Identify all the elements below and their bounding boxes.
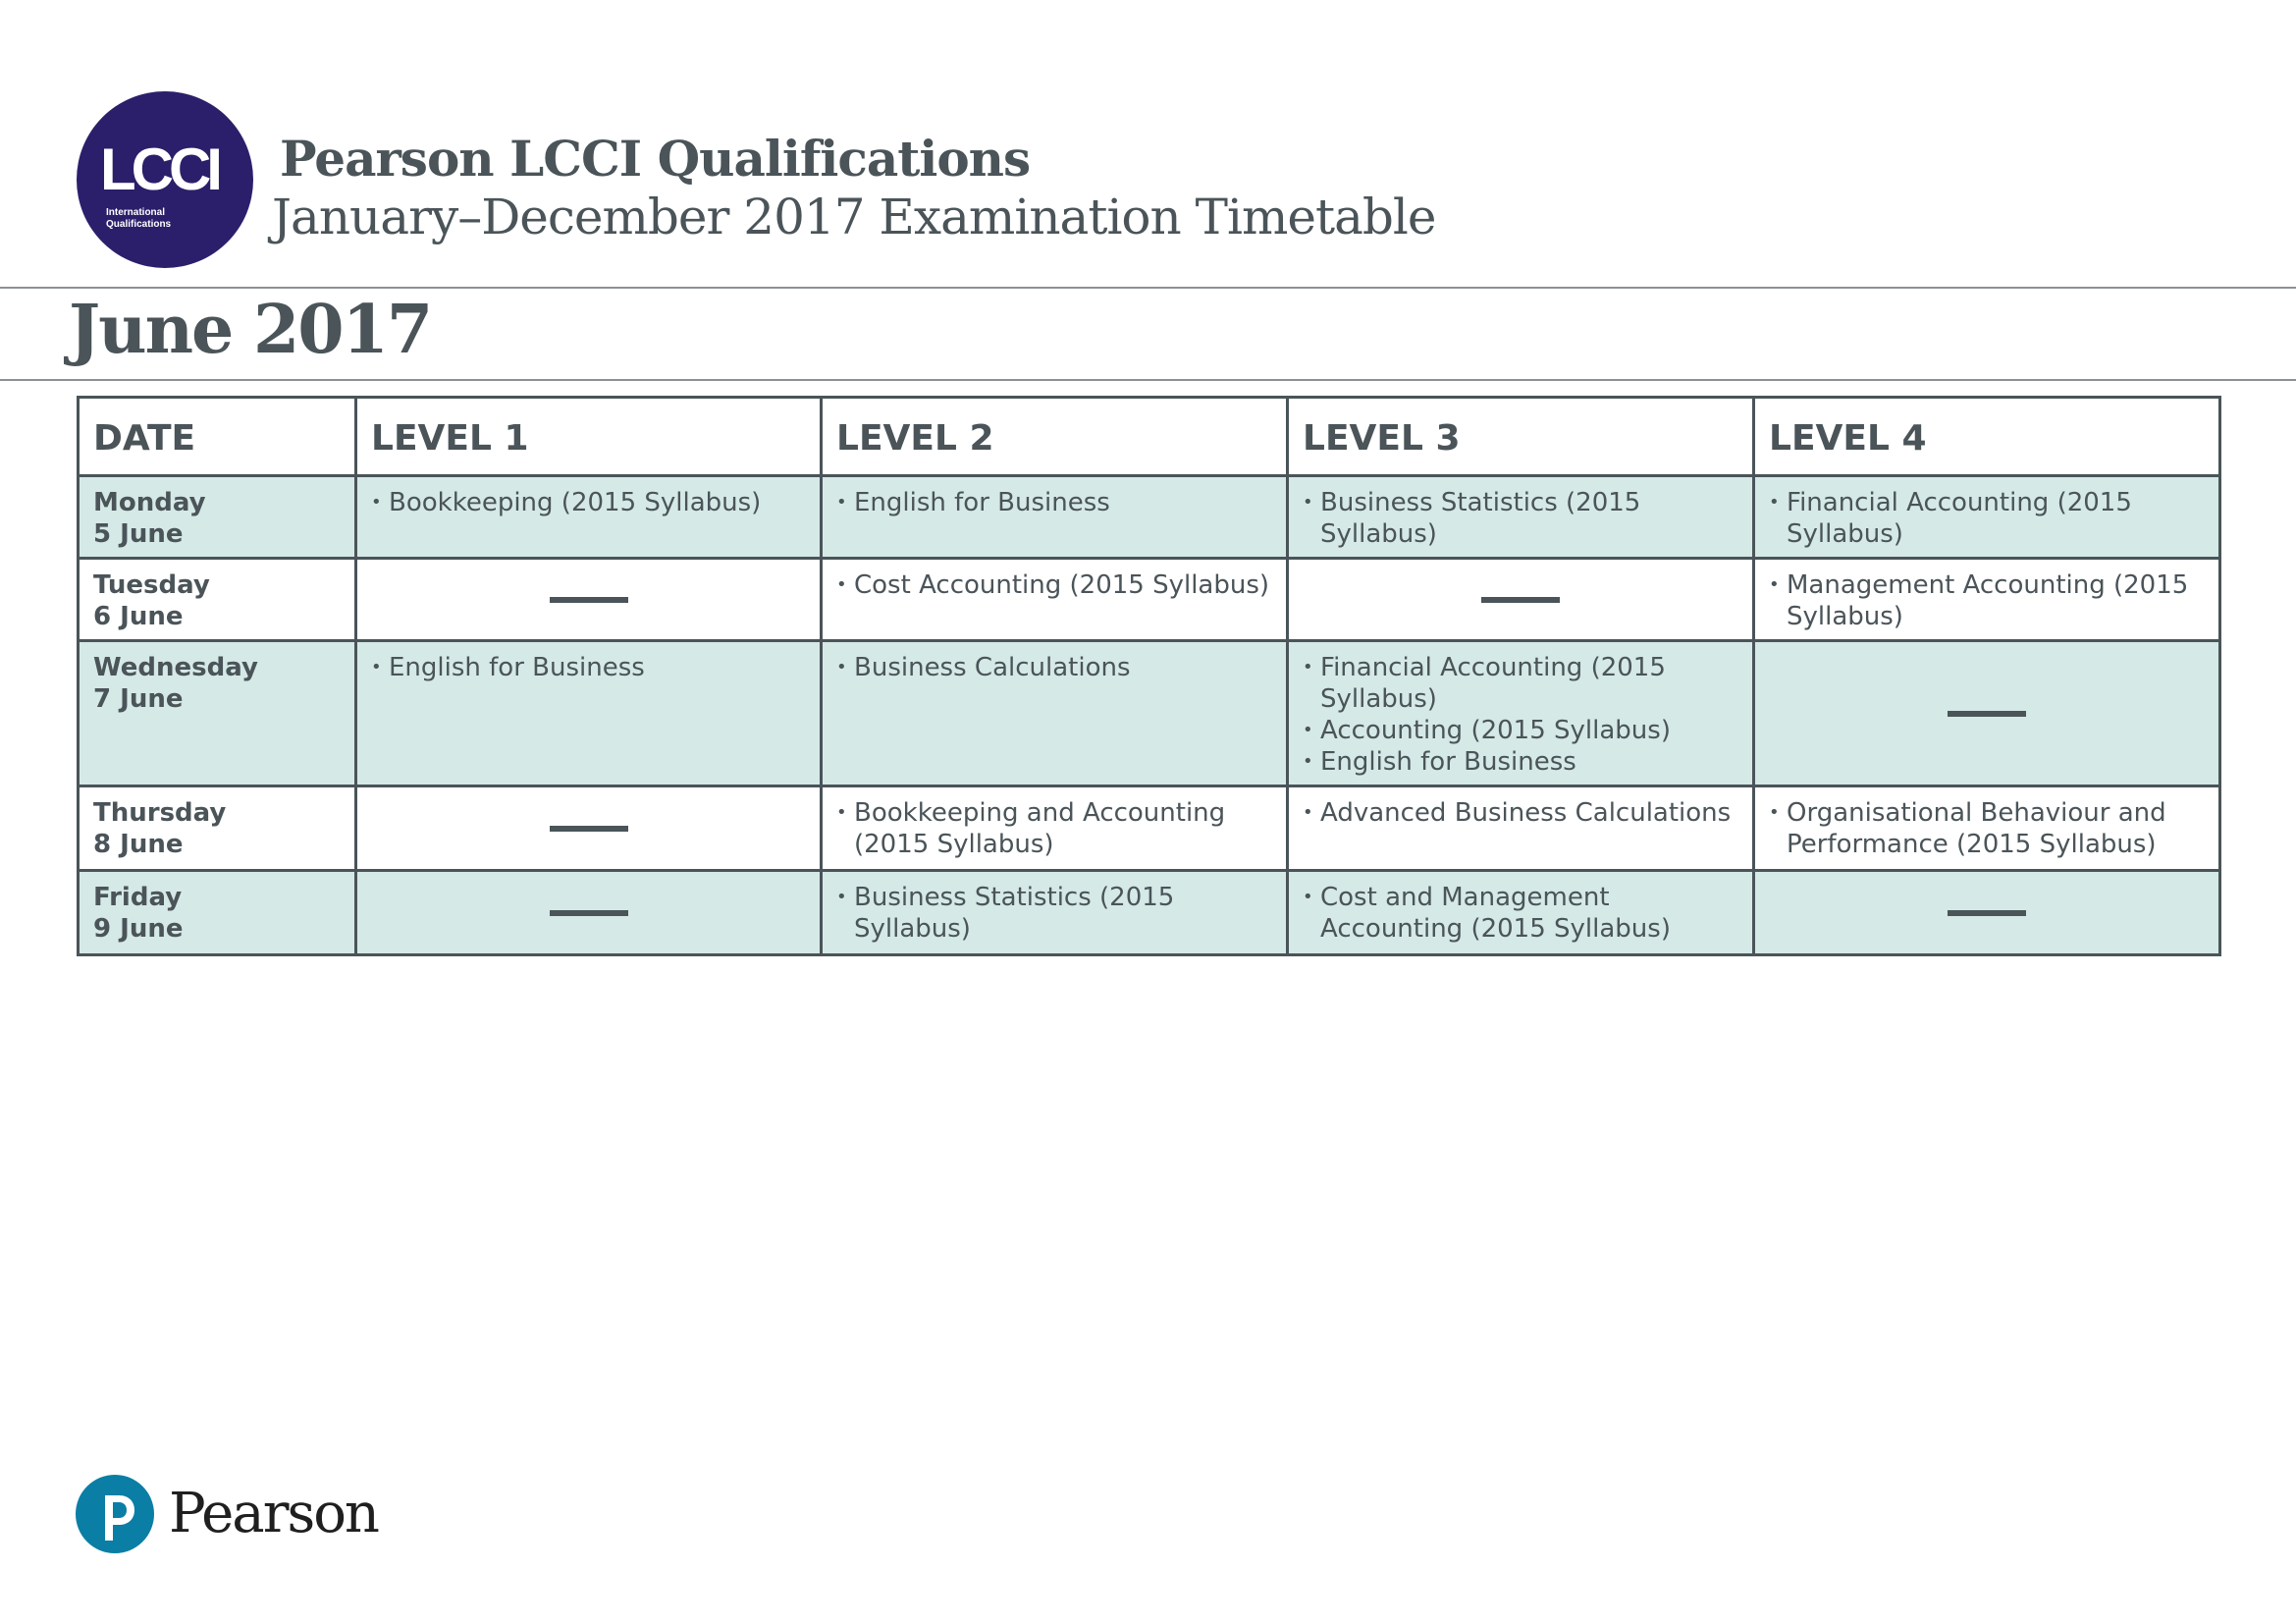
table-row [79, 476, 2220, 559]
column-header-level-4: LEVEL 4 [1754, 398, 2220, 476]
no-exam-dash [550, 597, 628, 603]
level-1-cell-empty [356, 559, 822, 641]
date-value: 8 June [93, 830, 184, 859]
level-2-cell [822, 641, 1288, 786]
month-title: June 2017 [69, 291, 432, 369]
column-header-level-3: LEVEL 3 [1288, 398, 1754, 476]
lcci-logo-subtitle: International Qualifications [106, 207, 172, 230]
no-exam-dash [1481, 597, 1560, 603]
level-1-cell [356, 641, 822, 786]
exam-item: • English for Business [1303, 746, 1738, 778]
exam-item: • Bookkeeping and Accounting (2015 Syllabus) [836, 797, 1272, 860]
level-2-cell [822, 476, 1288, 559]
day-name: Tuesday [93, 570, 210, 600]
day-name: Thursday [93, 798, 227, 828]
exam-item: • Accounting (2015 Syllabus) [1303, 715, 1738, 746]
date-cell [79, 641, 356, 786]
date-value: 9 June [93, 914, 184, 944]
date-cell [79, 476, 356, 559]
divider-bottom [0, 379, 2296, 381]
date-value: 7 June [93, 684, 184, 714]
level-4-cell-empty [1754, 871, 2220, 955]
no-exam-dash [1948, 910, 2026, 916]
table-row [79, 641, 2220, 786]
level-1-cell-empty [356, 786, 822, 871]
table-row [79, 786, 2220, 871]
level-4-cell-empty [1754, 641, 2220, 786]
column-header-level-2: LEVEL 2 [822, 398, 1288, 476]
exam-item: • English for Business [836, 487, 1272, 518]
exam-item: • Financial Accounting (2015 Syllabus) [1769, 487, 2205, 550]
pearson-p-icon [76, 1470, 154, 1558]
exam-item: • Cost Accounting (2015 Syllabus) [836, 569, 1272, 601]
table-row [79, 871, 2220, 955]
column-header-date: DATE [79, 398, 356, 476]
table-header-row [79, 398, 2220, 476]
level-2-cell [822, 559, 1288, 641]
level-3-cell [1288, 786, 1754, 871]
exam-item: • Advanced Business Calculations [1303, 797, 1738, 829]
exam-item: • Bookkeeping (2015 Syllabus) [371, 487, 806, 518]
exam-item: • Organisational Behaviour and Performance (2015 Syllabus) [1769, 797, 2205, 860]
level-3-cell-empty [1288, 559, 1754, 641]
level-3-cell [1288, 476, 1754, 559]
pearson-wordmark: Pearson [169, 1482, 378, 1545]
exam-item: • Business Calculations [836, 652, 1272, 683]
day-name: Friday [93, 883, 183, 912]
divider-top [0, 287, 2296, 289]
level-1-cell [356, 476, 822, 559]
day-name: Wednesday [93, 653, 258, 682]
level-4-cell [1754, 786, 2220, 871]
exam-item: • Cost and Management Accounting (2015 Syllabus) [1303, 882, 1738, 945]
date-value: 6 June [93, 602, 184, 631]
table-row [79, 559, 2220, 641]
no-exam-dash [1948, 711, 2026, 717]
date-cell [79, 786, 356, 871]
exam-item: • Business Statistics (2015 Syllabus) [1303, 487, 1738, 550]
timetable-title: January–December 2017 Examination Timetable [272, 189, 1436, 245]
no-exam-dash [550, 826, 628, 832]
lcci-logo [77, 91, 253, 268]
level-4-cell [1754, 476, 2220, 559]
exam-timetable [77, 396, 2221, 956]
exam-item: • English for Business [371, 652, 806, 683]
level-4-cell [1754, 559, 2220, 641]
exam-item: • Financial Accounting (2015 Syllabus) [1303, 652, 1738, 715]
level-2-cell [822, 871, 1288, 955]
day-name: Monday [93, 488, 206, 517]
no-exam-dash [550, 910, 628, 916]
date-cell [79, 559, 356, 641]
level-1-cell-empty [356, 871, 822, 955]
date-cell [79, 871, 356, 955]
lcci-logo-text: LCCI [100, 136, 218, 202]
exam-item: • Business Statistics (2015 Syllabus) [836, 882, 1272, 945]
level-2-cell [822, 786, 1288, 871]
level-3-cell [1288, 641, 1754, 786]
level-3-cell [1288, 871, 1754, 955]
column-header-level-1: LEVEL 1 [356, 398, 822, 476]
exam-item: • Management Accounting (2015 Syllabus) [1769, 569, 2205, 632]
org-title: Pearson LCCI Qualifications [280, 130, 1031, 188]
date-value: 5 June [93, 519, 184, 549]
